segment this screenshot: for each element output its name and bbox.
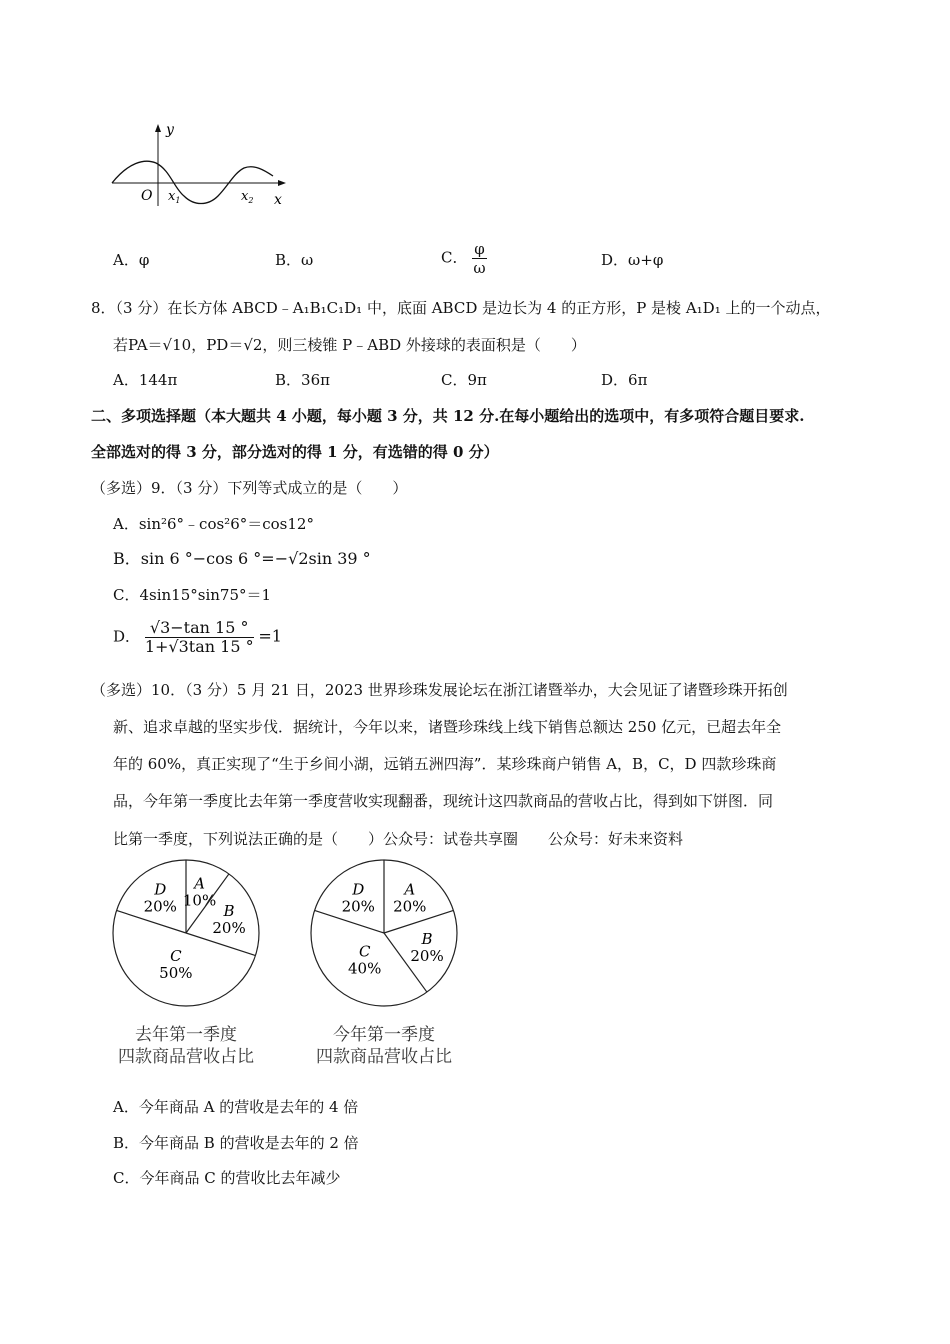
- x2-label: $x_2$: [241, 189, 254, 205]
- y-axis-arrow-icon: [155, 124, 161, 132]
- pie-caption-line2: 四款商品营收占比: [118, 1047, 254, 1067]
- q8-option-b: B．36π: [275, 371, 330, 389]
- pie-slice-category-label: B: [223, 902, 235, 921]
- q9-option-a: A．sin²6°﹣cos²6°＝cos12°: [113, 515, 314, 533]
- pie-slice-category-label: B: [421, 929, 433, 948]
- pie-slice-value-label: 10%: [182, 891, 217, 910]
- q7-option-c-fraction: [472, 240, 487, 277]
- q10-option-c: C．今年商品 C 的营收比去年减少: [113, 1169, 341, 1187]
- q7-option-c-denominator: ω: [473, 259, 486, 277]
- q9-stem: （多选）9．（3 分）下列等式成立的是（ ）: [91, 479, 408, 497]
- pie-slice-value-label: 20%: [393, 897, 427, 916]
- q10-stem-line4: 品，今年第一季度比去年第一季度营收实现翻番，现统计这四款商品的营收占比，得到如下饼图．同: [113, 792, 774, 810]
- q8-option-d: D．6π: [601, 371, 648, 389]
- q8-stem-line2: 若PA＝√10，PD＝√2，则三棱锥 P﹣ABD 外接球的表面积是（ ）: [113, 336, 586, 354]
- pie-slice-category-label: A: [404, 880, 416, 899]
- pie-slice-category-label: C: [170, 947, 182, 966]
- pie-slice-category-label: C: [358, 942, 371, 961]
- q9-option-d-rhs: =1: [258, 626, 282, 646]
- q10-option-a: A．今年商品 A 的营收是去年的 4 倍: [113, 1098, 359, 1116]
- sine-graph: [108, 118, 293, 210]
- q9-option-d-fraction: [145, 619, 254, 656]
- q9-option-b: B．sin 6 °−cos 6 °=−√2sin 39 °: [113, 549, 371, 568]
- pie-slice-category-label: A: [194, 874, 205, 893]
- q7-option-d: D．ω+φ: [601, 251, 664, 269]
- q9-option-d-denominator: 1+√3tan 15 °: [144, 637, 254, 656]
- q10-stem-line2: 新、追求卓越的坚实步伐．据统计，今年以来，诸暨珍珠线上线下销售总额达 250 亿元，已超去年全: [113, 718, 782, 736]
- q7-option-a: A．φ: [113, 251, 150, 269]
- pie-charts-figure: [100, 848, 500, 1073]
- pie-slice-value-label: 50%: [159, 964, 193, 983]
- pie-slice-value-label: 20%: [143, 897, 177, 916]
- q7-option-c: [441, 240, 487, 277]
- q10-stem-line1: （多选）10．（3 分）5 月 21 日，2023 世界珍珠发展论坛在浙江诸暨举办，大会见证了诸暨珍珠开拓创: [91, 681, 788, 699]
- q10-option-b: B．今年商品 B 的营收是去年的 2 倍: [113, 1134, 359, 1152]
- pie-slice-value-label: 20%: [212, 919, 246, 938]
- section2-heading-line2: 全部选对的得 3 分，部分选对的得 1 分，有选错的得 0 分）: [91, 443, 499, 461]
- pie-caption-line1: 今年第一季度: [333, 1025, 435, 1045]
- pie-slice-value-label: 40%: [348, 959, 382, 978]
- pie-slice-category-label: D: [154, 880, 167, 899]
- pie-caption-line2: 四款商品营收占比: [316, 1047, 452, 1067]
- pie-caption-line1: 去年第一季度: [135, 1025, 237, 1045]
- q9-option-d-prefix: D．: [113, 627, 141, 646]
- pie-slice-value-label: 20%: [341, 897, 375, 916]
- y-axis-label: y: [166, 122, 174, 138]
- q9-option-c: C．4sin15°sin75°＝1: [113, 586, 272, 604]
- q7-option-c-prefix: C．: [441, 248, 468, 267]
- pie-slice-category-label: D: [352, 880, 365, 899]
- x-axis-arrow-icon: [278, 180, 286, 186]
- origin-label: O: [141, 188, 153, 204]
- section2-heading-line1: 二、多项选择题（本大题共 4 小题，每小题 3 分，共 12 分.在每小题给出的选项中，有多项符合题目要求.: [91, 407, 805, 425]
- q9-option-d-numerator: √3−tan 15 °: [145, 619, 254, 638]
- q8-stem-line1: 8．（3 分）在长方体 ABCD﹣A₁B₁C₁D₁ 中，底面 ABCD 是边长为 4 的正方形，P 是棱 A₁D₁ 上的一个动点，: [91, 299, 831, 317]
- pie-slice-value-label: 20%: [410, 946, 444, 965]
- q7-option-c-numerator: φ: [474, 240, 485, 258]
- q7-option-b: B．ω: [275, 251, 314, 269]
- q10-stem-line5: 比第一季度，下列说法正确的是（ ）公众号：试卷共享圈 公众号：好未来资料: [113, 830, 684, 848]
- q10-stem-line3: 年的 60%，真正实现了“生于乡间小湖，远销五洲四海”．某珍珠商户销售 A，B，C，D 四款珍珠商: [113, 755, 777, 773]
- x-axis-label: x: [274, 192, 282, 208]
- q9-option-d: [113, 619, 282, 656]
- q8-option-a: A．144π: [113, 371, 178, 389]
- x1-label: $x_1$: [168, 189, 181, 205]
- q8-option-c: C．9π: [441, 371, 487, 389]
